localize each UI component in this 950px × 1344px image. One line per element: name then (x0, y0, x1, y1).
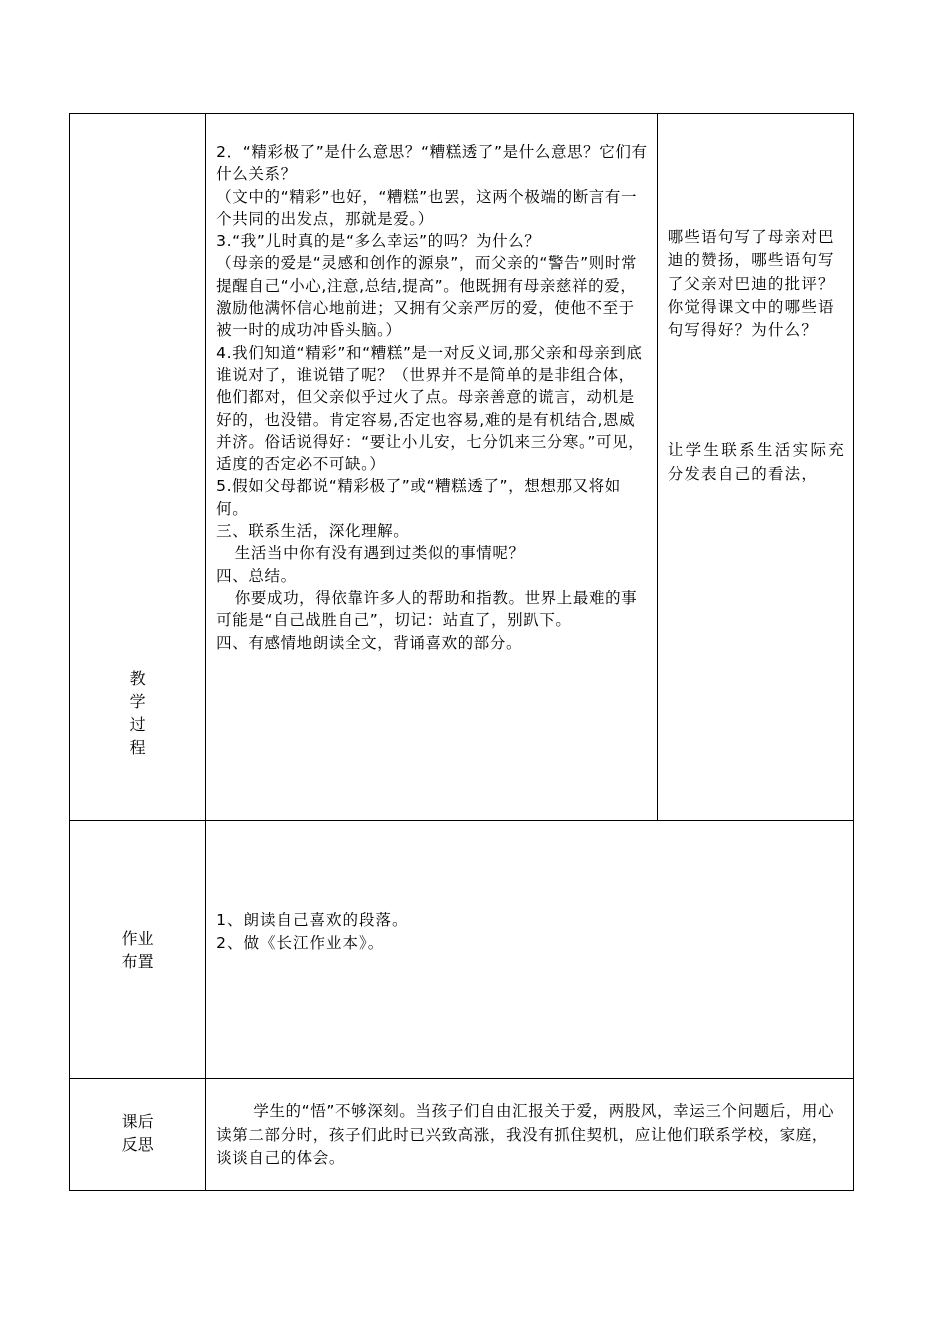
teaching-note-2: 让学生联系生活实际充分发表自己的看法， (667, 441, 845, 483)
reflection-content-cell (206, 1079, 854, 1191)
process-heading: 三、联系生活，深化理解。 (216, 522, 410, 541)
label-char: 学 (129, 692, 146, 711)
label-line: 反思 (121, 1135, 154, 1154)
process-paragraph: 4.我们知道“精彩”和“糟糕”是一对反义词,那父亲和母亲到底谁说对了，谁说错了呢？（世界并不是简单的是非组合体，他们都对，但父亲似乎过火了点。母亲善意的谎言，动机是好的，也没错。肯定容易,否定也容易,难的是有机结合,恩威并济。俗话说得好：“要让小儿安，七分饥来三分寒。”可见，适度的否定必不可缺。） (216, 343, 645, 474)
reflection-label (70, 1079, 205, 1156)
reflection-row (70, 1079, 854, 1191)
homework-content-cell (206, 821, 854, 1079)
label-char: 过 (129, 715, 146, 734)
reflection-label-cell (70, 1079, 206, 1191)
teaching-process-content-cell (206, 114, 658, 821)
process-paragraph: 你要成功，得依靠许多人的帮助和指教。世界上最难的事可能是“自己战胜自己”，切记：站直了，别趴下。 (216, 588, 638, 630)
label-line: 课后 (121, 1112, 154, 1131)
process-paragraph: （母亲的爱是“灵感和创作的源泉”，而父亲的“警告”则时常提醒自己“小心,注意,总结,提高”。他既拥有母亲慈祥的爱，激励他满怀信心地前进；又拥有父亲严厉的爱，使他不至于被一时的成功冲昏头脑。） (216, 254, 638, 340)
process-paragraph: 生活当中你有没有遇到过类似的事情呢？ (234, 544, 525, 563)
homework-row (70, 821, 854, 1079)
label-line: 布置 (121, 952, 154, 971)
teaching-process-label (70, 114, 205, 759)
label-line: 作业 (121, 929, 154, 948)
process-paragraph: （文中的“精彩”也好，“糟糕”也罢，这两个极端的断言有一个共同的出发点，那就是爱。） (216, 187, 638, 228)
process-heading: 四、有感情地朗读全文，背诵喜欢的部分。 (216, 633, 523, 652)
teaching-process-text (206, 114, 657, 654)
process-heading: 四、总结。 (216, 566, 297, 585)
lesson-plan-table (69, 113, 854, 1191)
reflection-text: 学生的“悟”不够深刻。当孩子们自由汇报关于爱，两股风，幸运三个问题后，用心读第二部分时，孩子们此时已兴致高涨，我没有抓住契机，应让他们联系学校，家庭，谈谈自己的体会。 (216, 1102, 835, 1167)
label-char: 教 (129, 669, 146, 688)
teaching-process-row (70, 114, 854, 821)
process-paragraph: 5.假如父母都说“精彩极了”或“糟糕透了”，想想那又将如何。 (216, 477, 621, 518)
teaching-notes-cell (657, 114, 853, 821)
homework-label (70, 821, 205, 973)
teaching-note-1: 哪些语句写了母亲对巴迪的赞扬，哪些语句写了父亲对巴迪的批评？你觉得课文中的哪些语句写得好？为什么？ (667, 228, 835, 340)
process-paragraph: 3.“我”儿时真的是“多么幸运”的吗？为什么？ (216, 232, 541, 251)
homework-list (206, 821, 853, 955)
label-char: 程 (129, 738, 146, 757)
homework-label-cell (70, 821, 206, 1079)
homework-item: 2、做《长江作业本》。 (216, 934, 385, 952)
teaching-process-label-cell (70, 114, 206, 821)
homework-item: 1、朗读自己喜欢的段落。 (216, 911, 409, 929)
process-paragraph: 2．“精彩极了”是什么意思？“糟糕透了”是什么意思？它们有什么关系？ (216, 143, 648, 184)
